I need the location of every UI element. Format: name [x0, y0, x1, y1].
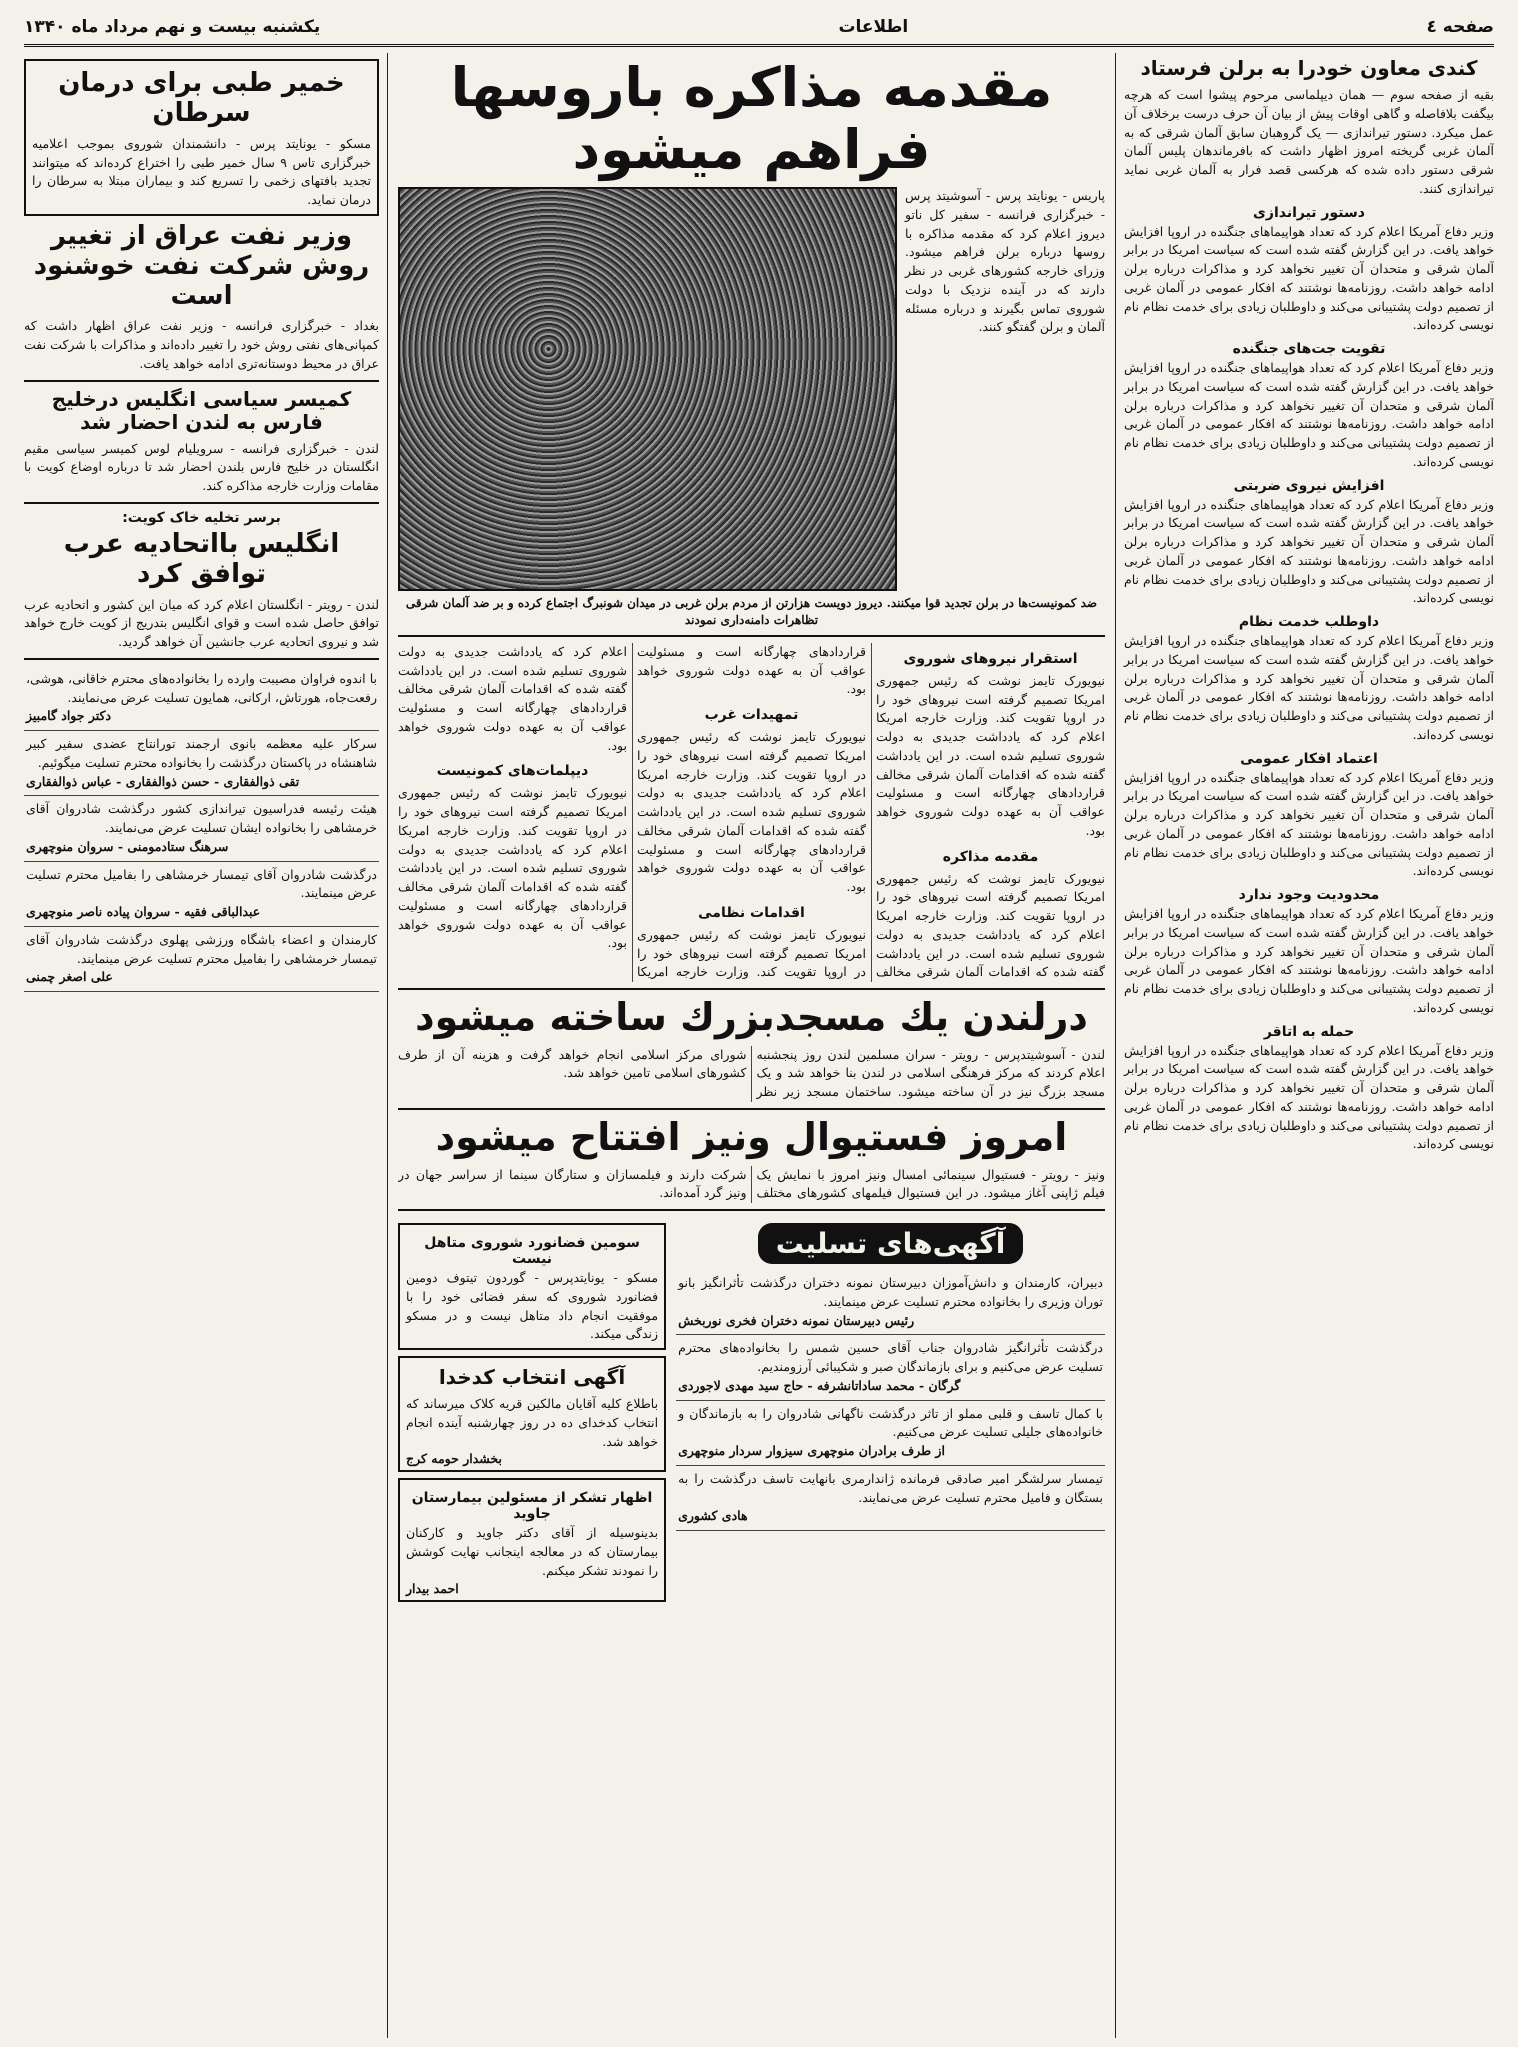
village-signature: بخشدار حومه کرج — [406, 1451, 502, 1467]
paper-name: اطلاعات — [838, 17, 909, 37]
notice-text: با کمال تاسف و قلبی مملو از تاثر درگذشت ناگهانی شادروان را به بازماندگان و خانواده‌های جلیلی تسلیت عرض می‌کنیم. — [678, 1405, 1103, 1440]
persian-gulf-body: لندن - خبرگزاری فرانسه - سرویلیام لوس کمیسر سیاسی مقیم انگلستان در خلیج فارس بلندن احضار شد تا درباره اوضاع کویت با مقامات وزارت خارجه مذاکره کند. — [24, 440, 379, 494]
venice-headline: امروز فستیوال ونیز افتتاح میشود — [435, 1114, 1068, 1159]
sub-jets: تقویت جت‌های جنگنده — [1232, 341, 1386, 357]
right-body-7: وزیر دفاع آمریکا اعلام کرد که تعداد هواپیماهای جنگنده در اروپا افزایش خواهد یافت. در این گزارش گفته شده است که سیاست امریکا در برابر آلمان شرقی و متحدان آن تغییر نخواهد کرد و مذاکرات درباره برلن ادامه خواهد داشت. روزنامه‌ها نوشتند که افکار عمومی در آلمان غربی از تصمیم دولت پشتیبانی می‌کند و داوطلبان زیادی برای خدمت نظام نام نویسی کرده‌اند. — [1124, 1042, 1494, 1152]
notice-signature: گرگان - محمد ساداتانشرفه - حاج سید مهدی لاجوردی — [678, 1377, 961, 1393]
venice-body: ونیز - رویتر - فستیوال سینمائی امسال ونیز امروز با نمایش یک فیلم ژاپنی آغاز میشود. در این فستیوال فیلمهای کشورهای مختلف شرکت دارند و فیلمسازان و ستارگان سینما از سراسر جهان در ونیز گرد آمده‌اند. — [398, 1166, 1105, 1201]
kennedy-body: بقیه از صفحه سوم — همان دیپلماسی مرحوم پیشوا است که هرچه بیگفت بلافاصله و گاهی اوقات پیش از بیان آن حرف درست برخلاف آن عمل میکرد. دستور تیراندازی — یک گروهبان سابق آلمان شرقی که به آلمان غربی گریخته امروز اظهار داشت که بافرماندهان پلیس آلمان شرقی دستور داده شده که هرکسی قصد فرار به آلمان غربی نماید تیراندازی کنند. — [1124, 87, 1494, 196]
sub-police: دستور تیراندازی — [1253, 204, 1365, 221]
columns — [24, 53, 1494, 2038]
center-column — [398, 53, 1105, 2038]
masthead — [24, 10, 1494, 47]
iraq-headline: وزیر نفت عراق از تغییر روش شرکت نفت خوشنود است — [33, 220, 370, 311]
village-head-box — [398, 1356, 666, 1472]
kuwait-body: لندن - رویتر - انگلستان اعلام کرد که میان این کشور و اتحادیه عرب توافق حاصل شده است و قوای انگلیس بتدریج از کویت خارج خواهد شد و نیروی اتحادیه عرب جانشین آن خواهد گردید. — [24, 596, 379, 650]
notice-signature: عبدالباقی فقیه - سروان پیاده ناصر منوچهری — [26, 904, 261, 920]
thanks-box — [398, 1478, 666, 1601]
right-body-5: وزیر دفاع آمریکا اعلام کرد که تعداد هواپیماهای جنگنده در اروپا افزایش خواهد یافت. در این گزارش گفته شده است که سیاست امریکا در برابر آلمان شرقی و متحدان آن تغییر نخواهد کرد و مذاکرات درباره برلن ادامه خواهد داشت. روزنامه‌ها نوشتند که افکار عمومی در آلمان غربی از تصمیم دولت پشتیبانی می‌کند و داوطلبان زیادی برای خدمت نظام نام نویسی کرده‌اند. — [1124, 769, 1494, 879]
sub-limits: محدودیت وجود ندارد — [1238, 887, 1380, 903]
divider — [398, 1209, 1105, 1211]
continuation-text-1: نیویورک تایمز نوشت که رئیس جمهوری امریکا تصمیم گرفته است نیروهای خود را در اروپا تقویت کند. وزارت خارجه امریکا اعلام کرد که یادداشت جدیدی به دولت شوروی تسلیم شده است. در این یادداشت گفته شده که اقدامات آلمان شرقی مخالف قراردادهای چهارگانه است و مسئولیت عواقب آن به عهده دولت شوروی خواهد بود. — [876, 672, 1105, 838]
condolence-notice — [676, 1270, 1105, 1335]
sub-attack: حمله به اتاقر — [1263, 1023, 1355, 1040]
thanks-headline: اظهار تشکر از مسئولین بیمارستان جاوید — [411, 1490, 653, 1523]
left-column — [24, 53, 388, 2038]
mosque-body: لندن - آسوشیتدپرس - رویتر - سران مسلمین لندن روز پنجشنبه اعلام کردند که مرکز فرهنگی اسلامی در لندن بنا خواهد شد و یک مسجد بزرگ نیز در آن ساخته میشود. ساختمان مسجد زیر نظر شورای مرکز اسلامی انجام خواهد گرفت و هزینه آن از طرف کشورهای اسلامی تامین خواهد شد. — [398, 1046, 1105, 1100]
right-body-6: وزیر دفاع آمریکا اعلام کرد که تعداد هواپیماهای جنگنده در اروپا افزایش خواهد یافت. در این گزارش گفته شده است که سیاست امریکا در برابر آلمان شرقی و متحدان آن تغییر نخواهد کرد و مذاکرات درباره برلن ادامه خواهد داشت. روزنامه‌ها نوشتند که افکار عمومی در آلمان غربی از تصمیم دولت پشتیبانی می‌کند و داوطلبان زیادی برای خدمت نظام نام نویسی کرده‌اند. — [1124, 906, 1494, 1015]
cancer-body: مسکو - یونایتد پرس - دانشمندان شوروی بموجب اعلامیه خبرگزاری تاس ۹ سال خمیر طبی را اختراع کرده‌اند که میتوانند تجدید بافتهای زخمی را تسریع کند و بیماران مبتلا به سرطان را درمان نماید. — [32, 135, 371, 208]
notice-text: درگذشت تأثرانگیز شادروان جناب آقای حسین شمس را بخانواده‌های محترم تسلیت عرض می‌کنیم و برای بازماندگان صبر و شکیبائی آرزومندیم. — [678, 1340, 1103, 1375]
continuation-text-4: نیویورک تایمز نوشت که رئیس جمهوری امریکا تصمیم گرفته است نیروهای خود را در اروپا تقویت کند. وزارت خارجه امریکا اعلام کرد که یادداشت جدیدی به دولت شوروی تسلیم شده است. در این یادداشت گفته شده که اقدامات آلمان شرقی مخالف قراردادهای چهارگانه است و مسئولیت عواقب آن به عهده دولت شوروی خواهد بود. — [398, 643, 866, 980]
condolence-banner: آگهی‌های تسلیت — [758, 1223, 1024, 1264]
village-headline: آگهی انتخاب کدخدا — [438, 1365, 626, 1390]
notice-text: درگذشت شادروان آقای تیمسار خرمشاهی را بفامیل محترم تسلیت عرض مینمایند. — [26, 866, 377, 901]
iraq-body: بغداد - خبرگزاری فرانسه - وزیر نفت عراق اظهار داشت که کمپانی‌های نفتی روش خود را تغییر داده‌اند و مذاکرات با شرکت نفت عراق در محیط دوستانه‌تری ادامه خواهد یافت. — [24, 318, 379, 371]
sub-military: اقدامات نظامی — [698, 904, 805, 921]
page-number: صفحه ٤ — [1426, 17, 1494, 37]
main-headline: مقدمه مذاکره باروسها فراهم میشود — [450, 56, 1053, 182]
divider — [398, 635, 1105, 637]
condolence-notice — [676, 1401, 1105, 1466]
notice-signature: دکتر جواد گامبیز — [26, 708, 112, 724]
photo-caption: ضد کمونیست‌ها در برلن تجدید قوا میکنند. دیروز دویست هزارتن از مردم برلن غربی در میدان شونبرگ اجتماع کرده و بر ضد آلمان شرقی تظاهرات دامنه‌داری نمودند — [405, 596, 1098, 627]
divider — [24, 380, 379, 382]
kuwait-kicker: برسر تخلیه خاک کویت: — [122, 509, 281, 526]
condolence-notice — [24, 862, 379, 927]
berlin-rally-photo — [398, 187, 897, 591]
right-body-4: وزیر دفاع آمریکا اعلام کرد که تعداد هواپیماهای جنگنده در اروپا افزایش خواهد یافت. در این گزارش گفته شده است که سیاست امریکا در برابر آلمان شرقی و متحدان آن تغییر نخواهد کرد و مذاکرات درباره برلن ادامه خواهد داشت. روزنامه‌ها نوشتند که افکار عمومی در آلمان غربی از تصمیم دولت پشتیبانی می‌کند و داوطلبان زیادی برای خدمت نظام نام نویسی کرده‌اند. — [1124, 633, 1494, 742]
condolence-notice — [24, 927, 379, 992]
notice-signature: رئیس دبیرستان نمونه دختران فخری نوربخش — [678, 1312, 915, 1328]
lead-story — [398, 187, 1105, 591]
notice-text: با اندوه فراوان مصیبت وارده را بخانواده‌های محترم خاقانی، هوشی، رفعت‌جاه، هورتاش، ارکانی، همایون تسلیت عرض می‌نمایند. — [26, 670, 377, 705]
sub-soviet-forces: استقرار نیروهای شوروی — [903, 650, 1078, 667]
condolence-notice — [676, 1466, 1105, 1531]
misc-notices — [398, 1217, 666, 1608]
lead-story-body: پاریس - یونایتد پرس - آسوشیتد پرس - خبرگزاری فرانسه - سفیر کل ناتو دیروز اعلام کرد که مقدمه مذاکره با روسها درباره برلن فراهم میشود. وزرای خارجه کشورهای غربی در نظر دارند که در آینده نزدیک با دولت شوروی تماس بگیرند و درباره مسئله آلمان و برلن گفتگو کنند. — [905, 188, 1105, 335]
issue-date: یکشنبه بیست و نهم مرداد ماه ۱۳۴۰ — [24, 17, 321, 37]
condolence-notice — [24, 731, 379, 796]
condolence-notice — [676, 1335, 1105, 1400]
notice-text: دبیران، کارمندان و دانش‌آموزان دبیرستان نمونه دختران درگذشت تأثرانگیز بانو توران وزیری را بخانواده محترم تسلیت عرض مینمایند. — [678, 1275, 1103, 1309]
continuation-text-2: نیویورک تایمز نوشت که رئیس جمهوری امریکا تصمیم گرفته است نیروهای خود را در اروپا تقویت کند. وزارت خارجه امریکا اعلام کرد که یادداشت جدیدی به دولت شوروی تسلیم شده است. در این یادداشت گفته شده که اقدامات آلمان شرقی مخالف قراردادهای چهارگانه است و مسئولیت عواقب آن به عهده دولت شوروی خواهد بود. — [637, 643, 1105, 980]
sub-reinforce: افزایش نیروی ضربتی — [1233, 477, 1385, 494]
cosmonaut-headline: سومین فضانورد شوروی متاهل نیست — [424, 1235, 640, 1268]
cancer-headline: خمیر طبی برای درمان سرطان — [58, 68, 345, 128]
sub-west: تمهیدات غرب — [704, 707, 799, 724]
sub-trust: اعتماد افکار عمومی — [1240, 750, 1378, 767]
notice-signature: تقی ذوالفقاری - حسن ذوالفقاری - عباس ذوالفقاری — [26, 773, 300, 789]
continuation-text-5: نیویورک تایمز نوشت که رئیس جمهوری امریکا تصمیم گرفته است نیروهای خود را در اروپا تقویت کند. وزارت خارجه امریکا اعلام کرد که یادداشت جدیدی به دولت شوروی تسلیم شده است. در این یادداشت گفته شده که اقدامات آلمان شرقی مخالف قراردادهای چهارگانه است و مسئولیت عواقب آن به عهده دولت شوروی خواهد بود. — [398, 785, 627, 951]
notice-signature: از طرف برادران منوچهری سیزوار سردار منوچهری — [678, 1443, 945, 1459]
persian-gulf-headline: کمیسر سیاسی انگلیس درخلیج فارس به لندن احضار شد — [51, 386, 352, 434]
condolence-notice — [24, 796, 379, 861]
continuation-text-3: نیویورک تایمز نوشت که رئیس جمهوری امریکا تصمیم گرفته است نیروهای خود را در اروپا تقویت کند. وزارت خارجه امریکا اعلام کرد که یادداشت جدیدی به دولت شوروی تسلیم شده است. در این یادداشت گفته شده که اقدامات آلمان شرقی مخالف قراردادهای چهارگانه است و مسئولیت عواقب آن به عهده دولت شوروی خواهد بود. — [637, 729, 866, 895]
condolence-notice — [24, 666, 379, 731]
thanks-signature: احمد بیدار — [406, 1580, 459, 1596]
notice-text: کارمندان و اعضاء باشگاه ورزشی پهلوی درگذشت شادروان آقای تیمسار خرمشاهی را بفامیل محترم تسلیت عرض مینمایند. — [26, 931, 377, 966]
notice-signature: هادی کشوری — [678, 1508, 748, 1524]
lead-continuation — [398, 643, 1105, 982]
notice-signature: علی اصغر چمنی — [26, 969, 113, 985]
notice-signature: سرهنگ ستادمومنی - سروان منوچهری — [26, 838, 229, 854]
cancer-box — [24, 59, 379, 216]
divider — [398, 1108, 1105, 1110]
sub-diplomats: دیپلمات‌های کمونیست — [436, 763, 589, 780]
condolence-ads — [676, 1217, 1105, 1608]
divider — [24, 658, 379, 660]
mosque-headline: درلندن یك مسجدبزرك ساخته میشود — [415, 995, 1088, 1040]
cosmonaut-body: مسکو - یونایتدپرس - گوردون تیتوف دومین فضانورد شوروی که سفر فضائی خود را با موفقیت انجام داد متاهل نیست و در مسکو زندگی میکند. — [406, 1270, 659, 1342]
notice-text: سرکار علیه معظمه بانوی ارجمند تورانتاج عضدی سفیر کبیر شاهنشاه در پاکستان درگذشت را بخانواده محترم تسلیت میگوئیم. — [26, 736, 377, 770]
sub-service: داوطلب خدمت نظام — [1238, 614, 1380, 630]
sub-negotiation: مقدمه مذاکره — [942, 848, 1039, 865]
right-body-3: وزیر دفاع آمریکا اعلام کرد که تعداد هواپیماهای جنگنده در اروپا افزایش خواهد یافت. در این گزارش گفته شده است که سیاست امریکا در برابر آلمان شرقی و متحدان آن تغییر نخواهد کرد و مذاکرات درباره برلن ادامه خواهد داشت. روزنامه‌ها نوشتند که افکار عمومی در آلمان غربی از تصمیم دولت پشتیبانی می‌کند و داوطلبان زیادی برای خدمت نظام نام نویسی کرده‌اند. — [1124, 496, 1494, 606]
kennedy-headline: کندی معاون خودرا به برلن فرستاد — [1140, 56, 1478, 80]
right-column — [1115, 53, 1494, 2038]
notice-text: تیمسار سرلشگر امیر صادقی فرمانده ژاندارمری بانهایت تاسف درگذشت را به بستگان و فامیل محترم تسلیت عرض می‌نمایند. — [678, 1470, 1103, 1505]
notice-text: هیئت رئیسه فدراسیون تیراندازی کشور درگذشت شادروان آقای خرمشاهی را بخانواده ایشان تسلیت عرض می‌نمایند. — [26, 801, 377, 836]
kuwait-headline: انگلیس بااتحادیه عرب توافق کرد — [63, 528, 340, 589]
village-body: باطلاع کلیه آقایان مالکین قریه کلاک میرساند که انتخاب کدخدای ده در روز چهارشنبه آینده انجام خواهد شد. — [406, 1396, 659, 1449]
divider — [398, 988, 1105, 990]
divider — [24, 502, 379, 504]
bottom-ads — [398, 1217, 1105, 1608]
right-body-2: وزیر دفاع آمریکا اعلام کرد که تعداد هواپیماهای جنگنده در اروپا افزایش خواهد یافت. در این گزارش گفته شده است که سیاست امریکا در برابر آلمان شرقی و متحدان آن تغییر نخواهد کرد و مذاکرات درباره برلن ادامه خواهد داشت. روزنامه‌ها نوشتند که افکار عمومی در آلمان غربی از تصمیم دولت پشتیبانی می‌کند و داوطلبان زیادی برای خدمت نظام نام نویسی کرده‌اند. — [1124, 360, 1494, 469]
thanks-body: بدینوسیله از آقای دکتر جاوید و کارکنان بیمارستان که در معالجه اینجانب نهایت کوشش را نمودند تشکر میکنم. — [406, 1525, 659, 1578]
cosmonaut-box — [398, 1223, 666, 1350]
right-body-1: وزیر دفاع آمریکا اعلام کرد که تعداد هواپیماهای جنگنده در اروپا افزایش خواهد یافت. در این گزارش گفته شده است که سیاست امریکا در برابر آلمان شرقی و متحدان آن تغییر نخواهد کرد و مذاکرات درباره برلن ادامه خواهد داشت. روزنامه‌ها نوشتند که افکار عمومی در آلمان غربی از تصمیم دولت پشتیبانی می‌کند و داوطلبان زیادی برای خدمت نظام نام نویسی کرده‌اند. — [1124, 223, 1494, 333]
